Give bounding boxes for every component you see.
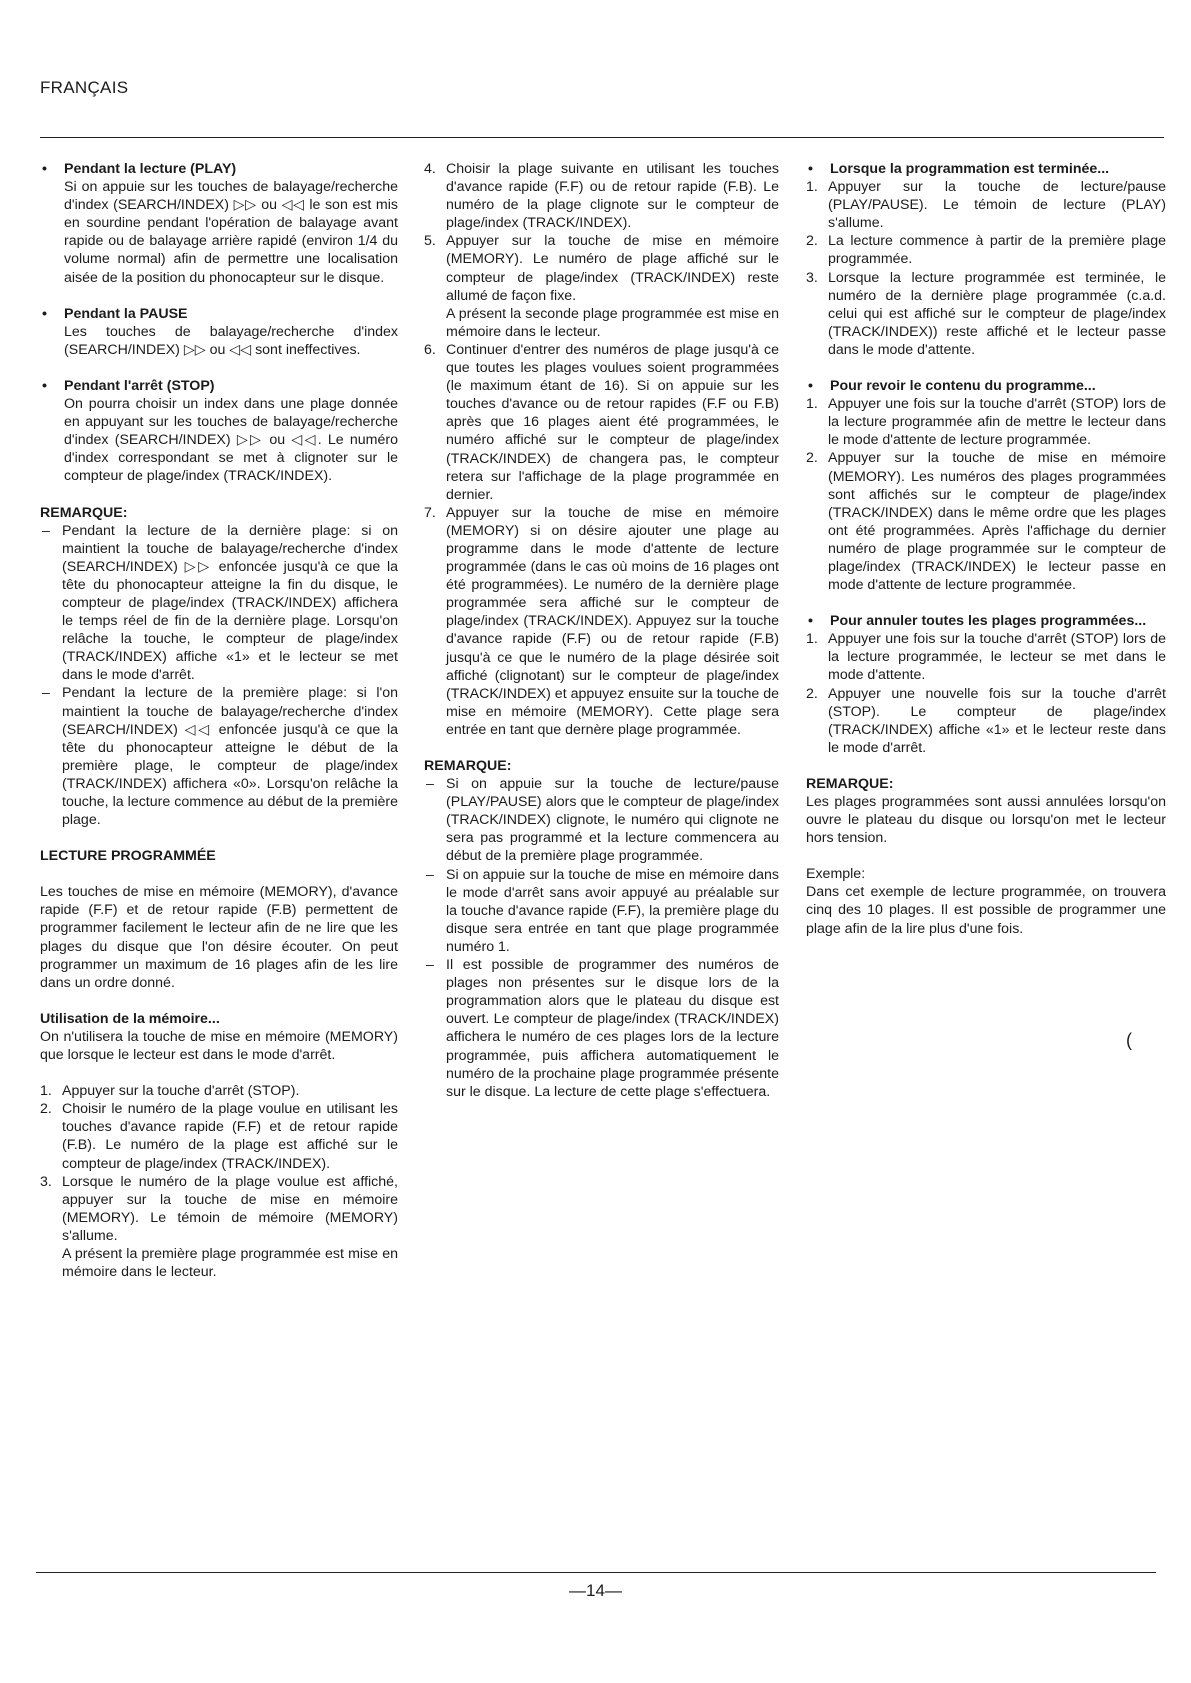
column-2	[424, 160, 779, 1119]
step-number: 1.	[806, 179, 818, 196]
step-item	[806, 395, 1166, 449]
step-text: Choisir le numéro de la plage voulue en utilisant les touches d'avance rapide (F.F) et de retour rapide (F.B). Le numéro de la plage est affiché sur le compteur de plage/index (TRACK/INDEX).	[62, 1101, 398, 1172]
step-item	[806, 269, 1166, 359]
step-number: 2.	[806, 450, 818, 467]
step-number: 6.	[424, 341, 436, 358]
step-item	[424, 232, 779, 341]
step-number: 1.	[40, 1083, 52, 1100]
step-number: 5.	[424, 233, 436, 250]
example-body: Dans cet exemple de lecture programmée, on trouvera cinq des 10 plages. Il est possible de programmer une plage afin de la lire plus d'une fois.	[806, 884, 1166, 937]
step-list	[40, 1082, 398, 1281]
language-header: FRANÇAIS	[40, 78, 129, 97]
step-text: Choisir la plage suivante en utilisant les touches d'avance rapide (F.F) ou de retour rapide (F.B). Le numéro de la plage clignote sur le compteur de plage/index (TRACK/INDEX).	[446, 161, 779, 232]
step-list	[806, 395, 1166, 594]
step-text: Appuyer sur la touche de lecture/pause (PLAY/PAUSE). Le témoin de lecture (PLAY) s'allume.	[828, 179, 1166, 232]
section-body: Les touches de mise en mémoire (MEMORY), d'avance rapide (F.F) et de retour rapide (F.B) permettent de programmer facilement le lecteur afin de ne lire que les plages du disque que l'on désire écouter. On peut programmer un maximum de 16 plages afin de les lire dans un ordre donné.	[40, 884, 398, 991]
bullet-stop	[40, 377, 398, 486]
step-text: Appuyer une fois sur la touche d'arrêt (STOP) lors de la lecture programmée afin de mettre le lecteur dans le mode d'attente de lecture programmée.	[828, 396, 1166, 449]
step-list	[806, 178, 1166, 359]
remarque-body: Les plages programmées sont aussi annulées lorsqu'on ouvre le plateau du disque ou lorsqu'on met le lecteur hors tension.	[806, 794, 1166, 847]
remarque-item: – Pendant la lecture de la première plage: si l'on maintient la touche de balayage/recherche d'index (SEARCH/INDEX) ◁◁ enfoncée jusqu'à ce que la tête du phonocapteur atteigne le début de la première plage, le compteur de plage/index (TRACK/INDEX) affichera «0». Lorsqu'on relâche la touche, la lecture commence au début de la première plage.	[40, 684, 398, 829]
step-item	[806, 178, 1166, 232]
bullet-body: Les touches de balayage/recherche d'index (SEARCH/INDEX) ▷▷ ou ◁◁ sont ineffectives.	[64, 323, 398, 358]
step-number: 1.	[806, 631, 818, 648]
step-number: 4.	[424, 161, 436, 177]
step-number: 2.	[40, 1101, 52, 1118]
remarque-label: REMARQUE:	[424, 758, 512, 774]
step-item	[806, 449, 1166, 594]
step-text: Lorsque la lecture programmée est terminée, le numéro de la dernière plage programmée (c.a.d. celui qui est affiché sur le compteur de plage/index (TRACK/INDEX)) reste affiché et le lecteur passe dans le mode d'attente.	[828, 269, 1166, 358]
bullet-pause	[40, 305, 398, 359]
bullet-play	[40, 160, 398, 287]
step-note: A présent la première plage programmée est mise en mémoire dans le lecteur.	[62, 1245, 398, 1281]
step-list	[806, 630, 1166, 757]
step-number: 1.	[806, 396, 818, 413]
step-item	[40, 1082, 398, 1100]
step-number: 3.	[806, 269, 818, 286]
subsection-heading: Utilisation de la mémoire...	[40, 1010, 220, 1027]
bullet-heading: • Pour revoir le contenu du programme...	[806, 377, 1166, 395]
stray-mark: (	[1126, 1030, 1132, 1050]
bullet-heading: • Pendant la PAUSE	[40, 305, 398, 323]
step-number: 3.	[40, 1173, 52, 1190]
step-item	[806, 685, 1166, 757]
bullet-heading: • Pendant la lecture (PLAY)	[40, 160, 398, 178]
step-item	[424, 160, 779, 232]
bullet-heading: • Pendant l'arrêt (STOP)	[40, 377, 398, 395]
step-item	[424, 504, 779, 739]
step-list	[424, 160, 779, 739]
step-number: 2.	[806, 233, 818, 250]
remarque-item: – Il est possible de programmer des numéros de plages non présentes sur le disque lors de la programmation alors que le plateau du disque est ouvert. Le compteur de plage/index (TRACK/INDEX) affichera le numéro de ces plages lors de la lecture programmée, puis affichera automatiquement le numéro de la prochaine plage programmée présente sur le disque. La lecture de cette plage s'effectuera.	[424, 956, 779, 1101]
bullet-heading: • Pour annuler toutes les plages programmées...	[806, 612, 1166, 630]
column-3	[806, 160, 1166, 938]
page-number: —14—	[569, 1581, 622, 1600]
step-text: Appuyer sur la touche de mise en mémoire (MEMORY) si on désire ajouter une plage au programme dans le mode d'attente de lecture programmée (dans le cas où moins de 16 plages ont été programmées). Le numéro de la dernière plage programmée sera affiché sur le compteur de plage/index (TRACK/INDEX). Appuyez sur la touche d'avance rapide (F.F) ou de retour rapide (F.B) jusqu'à ce que le numéro de la plage désirée soit affiché (clignotant) sur le compteur de plage/index (TRACK/INDEX) et appuyez ensuite sur la touche de mise en mémoire (MEMORY). Cette plage sera entrée en tant que dernère plage programmée.	[446, 504, 779, 738]
remarque-item: – Si on appuie sur la touche de lecture/pause (PLAY/PAUSE) alors que le compteur de plage/index (TRACK/INDEX) clignote, le numéro qui clignote ne sera pas programmé et la lecture commencera au début de la première plage programmée.	[424, 775, 779, 865]
footer-rule	[36, 1572, 1156, 1573]
section-title: LECTURE PROGRAMMÉE	[40, 848, 216, 865]
step-item	[40, 1173, 398, 1282]
step-text: Appuyer sur la touche d'arrêt (STOP).	[62, 1083, 300, 1100]
remarque-label: REMARQUE:	[806, 775, 894, 792]
step-note: A présent la seconde plage programmée est mise en mémoire dans le lecteur.	[446, 305, 779, 340]
remarque-item: – Si on appuie sur la touche de mise en mémoire dans le mode d'arrêt sans avoir appuyé au préalable sur la touche d'avance rapide (F.F), la première plage du disque sera entrée en tant que plage programmée numéro 1.	[424, 866, 779, 956]
step-text: La lecture commence à partir de la première plage programmée.	[828, 233, 1166, 268]
bullet-heading: • Lorsque la programmation est terminée...	[806, 160, 1166, 178]
step-item	[40, 1100, 398, 1172]
bullet-body: On pourra choisir un index dans une plage donnée en appuyant sur les touches de balayage/recherche d'index (SEARCH/INDEX) ▷▷ ou ◁◁. Le numéro d'index correspondant se met à clignoter sur le compteur de plage/index (TRACK/INDEX).	[64, 396, 398, 485]
step-item	[424, 341, 779, 504]
header-rule	[40, 137, 1164, 138]
bullet-body: Si on appuie sur les touches de balayage/recherche d'index (SEARCH/INDEX) ▷▷ ou ◁◁ le son est mis en sourdine pendant l'opération de balayage avant rapide ou de balayage arrière rapidé (environ 1/4 du volume normal) afin de permettre une localisation aisée de la position du phonocapteur sur le disque.	[64, 179, 398, 286]
remarque-item: – Pendant la lecture de la dernière plage: si on maintient la touche de balayage/recherche d'index (SEARCH/INDEX) ▷▷ enfoncée jusqu'à ce que la tête du phonocapteur atteigne la fin du disque, le compteur de plage/index (TRACK/INDEX) affichera le temps réel de fin de la dernière plage. Lorsqu'on relâche la touche, le compteur de plage/index (TRACK/INDEX) affiche «1» et le lecteur se met dans le mode d'arrêt.	[40, 522, 398, 685]
step-number: 7.	[424, 504, 436, 521]
subsection-body: On n'utilisera la touche de mise en mémoire (MEMORY) que lorsque le lecteur est dans le mode d'arrêt.	[40, 1028, 398, 1064]
step-text: Continuer d'entrer des numéros de plage jusqu'à ce que toutes les plages voulues soient programmées (le maximum étant de 16). Si on appuie sur les touches d'avance ou de retour rapides (F.F ou F.B) après que 16 plages aient été programmées, le numéro affiché sur le compteur de plage/index (TRACK/INDEX) de changera pas, le compteur retera sur l'affichage de la plage programmée en dernier.	[446, 341, 779, 503]
remarque-list	[40, 522, 398, 830]
column-1	[40, 160, 398, 1299]
step-text: Lorsque le numéro de la plage voulue est affiché, appuyer sur la touche de mise en mémoire (MEMORY). Le témoin de mémoire (MEMORY) s'allume.	[62, 1173, 398, 1244]
step-text: Appuyer une fois sur la touche d'arrêt (STOP) lors de la lecture programmée, le lecteur se met dans le mode d'attente.	[828, 631, 1166, 684]
step-item	[806, 232, 1166, 268]
step-item	[806, 630, 1166, 684]
step-text: Appuyer sur la touche de mise en mémoire (MEMORY). Les numéros des plages programmées sont affichés sur le compteur de plage/index (TRACK/INDEX) dans le même ordre que les plages ont été programmées. Après l'affichage du dernier numéro de plage programmée sur le compteur de plage/index (TRACK/INDEX) le lecteur passe en mode d'attente de lecture programmée.	[828, 450, 1166, 594]
remarque-label: REMARQUE:	[40, 504, 128, 521]
example-label: Exemple:	[806, 866, 866, 883]
step-number: 2.	[806, 685, 818, 702]
step-text: Appuyer une nouvelle fois sur la touche d'arrêt (STOP). Le compteur de plage/index (TRACK/INDEX) affiche «1» et le lecteur reste dans le mode d'arrêt.	[828, 685, 1166, 756]
step-text: Appuyer sur la touche de mise en mémoire (MEMORY). Le numéro de plage affiché sur le compteur de plage/index (TRACK/INDEX) reste allumé de façon fixe.	[446, 233, 779, 304]
remarque-list	[424, 775, 779, 1101]
